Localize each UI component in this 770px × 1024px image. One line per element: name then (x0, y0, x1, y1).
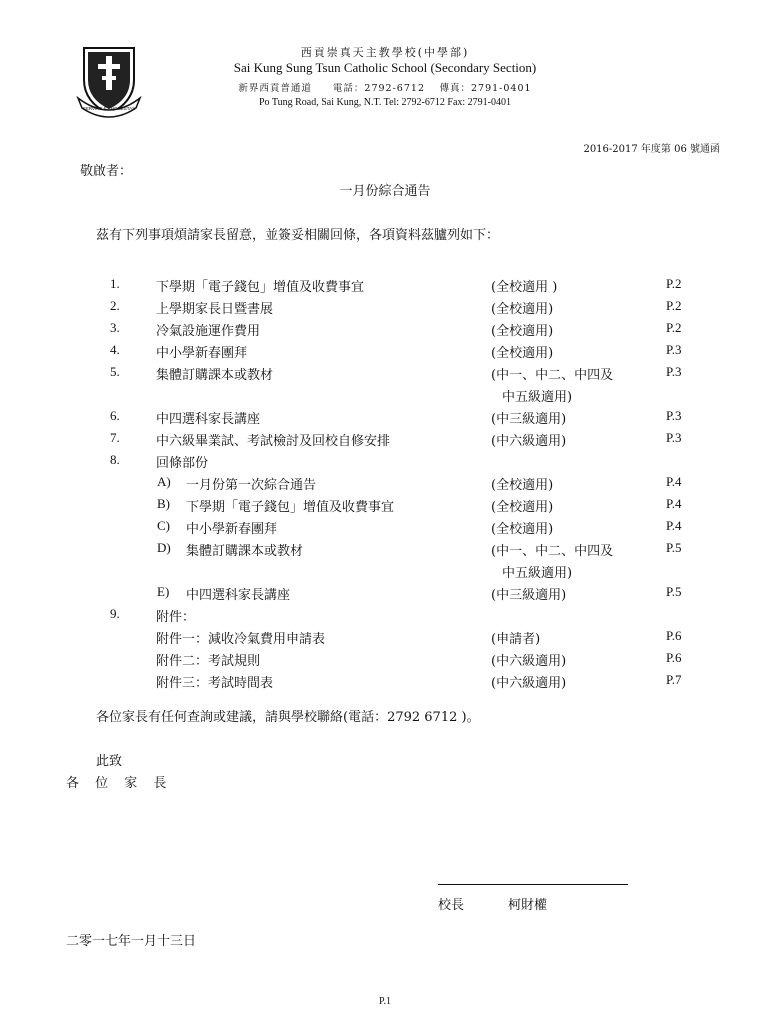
cizhi: 此致 (96, 754, 123, 769)
attachment-item: 附件二：考試規則 (中六級適用) P.6 (156, 650, 682, 669)
list-item: 6. 中四選科家長講座 (中三級適用) P.3 (110, 408, 682, 427)
list-item: 7. 中六級畢業試、考試檢討及回校自修安排 (中六級適用) P.3 (110, 430, 682, 449)
list-item: 3. 冷氣設施運作費用 (全校適用) P.2 (110, 320, 682, 339)
intro-paragraph: 茲有下列事項煩請家長留意，並簽妥相關回條，各項資料茲臚列如下： (96, 228, 500, 243)
school-crest-logo (76, 42, 142, 118)
reply-slip-continuation: 中五級適用) (502, 566, 573, 581)
page-number: P.1 (379, 996, 391, 1007)
notice-title: 一月份綜合通告 (339, 184, 431, 199)
contact-en: Po Tung Road, Sai Kung, N.T. Tel: 2792-6712 Fax: 2791-0401 (259, 97, 511, 108)
list-item: 2. 上學期家長日暨書展 (全校適用) P.2 (110, 298, 682, 317)
list-item: 1. 下學期「電子錢包」增值及收費事宜 (全校適用 ) P.2 (110, 276, 682, 295)
list-item-continuation: 中五級適用) (502, 390, 573, 405)
reply-slip-item: B) 下學期「電子錢包」增值及收費事宜 (全校適用) P.4 (157, 496, 682, 515)
signature-role: 校長 (438, 898, 465, 913)
list-item: 5. 集體訂購課本或教材 (中一、中二、中四及 P.3 (110, 364, 682, 383)
contact-zh: 新界西貢普通道 電話：2792-6712 傳真：2791-0401 (238, 83, 532, 94)
salutation: 敬啟者： (80, 164, 133, 179)
reply-slip-item: D) 集體訂購課本或教材 (中一、中二、中四及 P.5 (157, 540, 682, 559)
svg-text:SERVIRE ET HONESTAS: SERVIRE ET HONESTAS (82, 106, 136, 111)
reply-slip-item: A) 一月份第一次綜合通告 (全校適用) P.4 (157, 474, 682, 493)
signature-name: 柯財權 (508, 898, 548, 913)
circular-reference: 2016-2017 年度第 06 號通函 (583, 144, 720, 155)
reply-slip-item: C) 中小學新春團拜 (全校適用) P.4 (157, 518, 682, 537)
list-item: 8. 回條部份 (110, 452, 209, 471)
school-name-zh: 西貢崇真天主教學校(中學部) (300, 46, 470, 59)
attachments-heading: 9. 附件： (110, 606, 196, 625)
attachment-item: 附件一：減收冷氣費用申請表 (申請者) P.6 (156, 628, 682, 647)
list-item: 4. 中小學新春團拜 (全校適用) P.3 (110, 342, 682, 361)
closing-paragraph: 各位家長有任何查詢或建議，請與學校聯絡(電話：2792 6712 )。 (96, 710, 480, 725)
reply-slip-item: E) 中四選科家長講座 (中三級適用) P.5 (157, 584, 682, 603)
issue-date: 二零一七年一月十三日 (66, 934, 197, 949)
recipient: 各 位 家 長 (66, 776, 173, 791)
school-name-en: Sai Kung Sung Tsun Catholic School (Secondary Section) (233, 60, 537, 75)
signature-line (438, 884, 628, 885)
attachment-item: 附件三：考試時間表 (中六級適用) P.7 (156, 672, 682, 691)
